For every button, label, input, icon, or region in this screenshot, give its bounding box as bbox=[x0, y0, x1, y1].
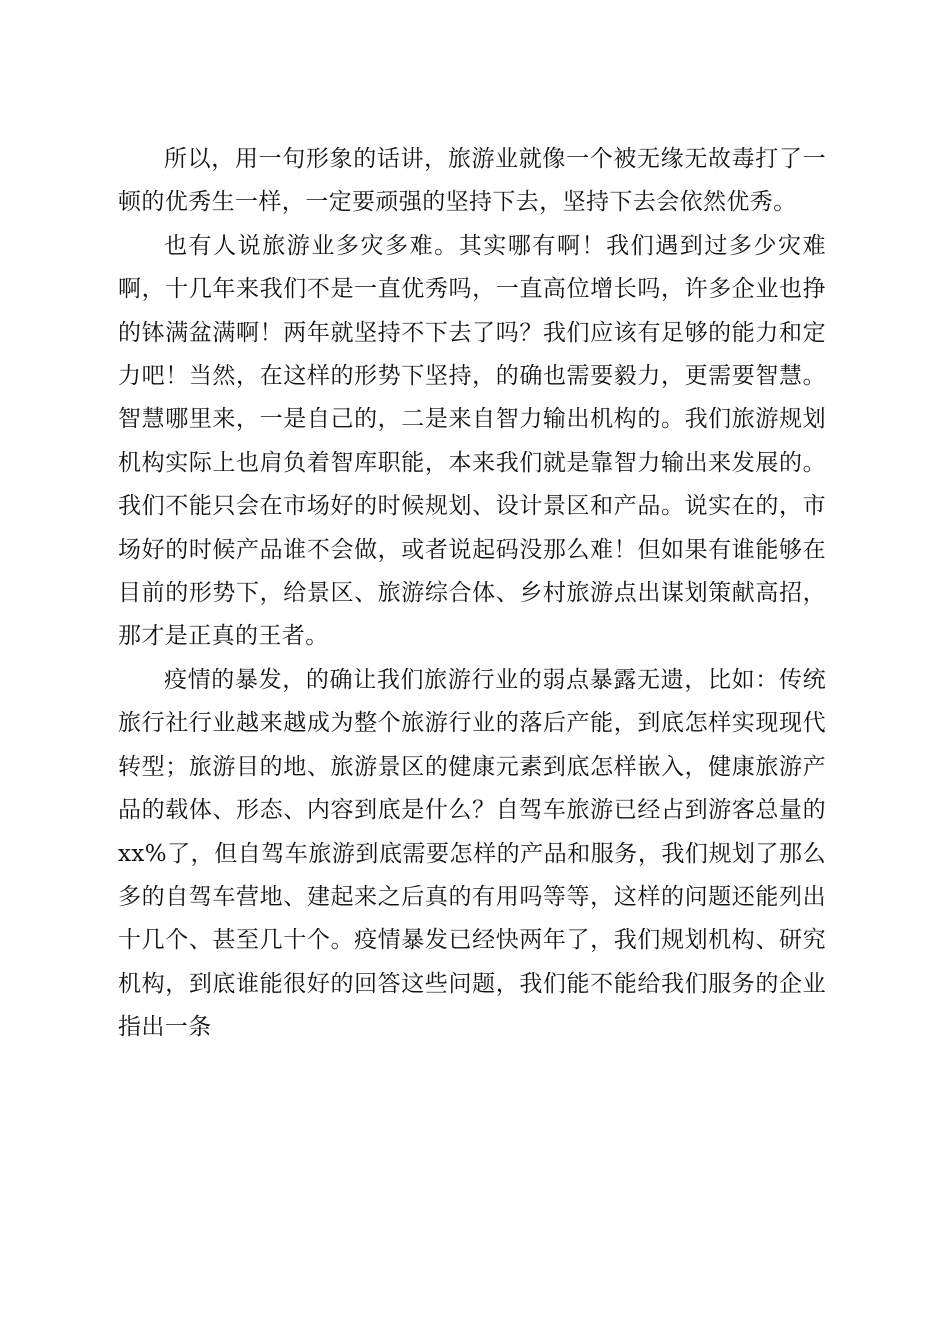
paragraph-1: 所以，用一句形象的话讲，旅游业就像一个被无缘无故毒打了一顿的优秀生一样，一定要顽强的坚持下去，坚持下去会依然优秀。 bbox=[118, 146, 826, 216]
document-page bbox=[118, 138, 826, 1050]
paragraph-2: 也有人说旅游业多灾多难。其实哪有啊！我们遇到过多少灾难啊，十几年来我们不是一直优秀吗，一直高位增长吗，许多企业也挣的钵满盆满啊！两年就坚持不下去了吗？我们应该有足够的能力和定力吧！当然，在这样的形势下坚持，的确也需要毅力，更需要智慧。智慧哪里来，一是自己的，二是来自智力输出机构的。我们旅游规划机构实际上也肩负着智库职能，本来我们就是靠智力输出来发展的。我们不能只会在市场好的时候规划、设计景区和产品。说实在的，市场好的时候产品谁不会做，或者说起码没那么难！但如果有谁能够在目前的形势下，给景区、旅游综合体、乡村旅游点出谋划策献高招，那才是正真的王者。 bbox=[118, 232, 826, 650]
paragraph-3: 疫情的暴发，的确让我们旅游行业的弱点暴露无遗，比如：传统旅行社行业越来越成为整个旅游行业的落后产能，到底怎样实现现代转型；旅游目的地、旅游景区的健康元素到底怎样嵌入，健康旅游产品的载体、形态、内容到底是什么？自驾车旅游已经占到游客总量的xx%了，但自驾车旅游到底需要怎样的产品和服务，我们规划了那么多的自驾车营地、建起来之后真的有用吗等等，这样的问题还能列出十几个、甚至几十个。疫情暴发已经快两年了，我们规划机构、研究机构，到底谁能很好的回答这些问题，我们能不能给我们服务的企业指出一条 bbox=[118, 666, 826, 1041]
